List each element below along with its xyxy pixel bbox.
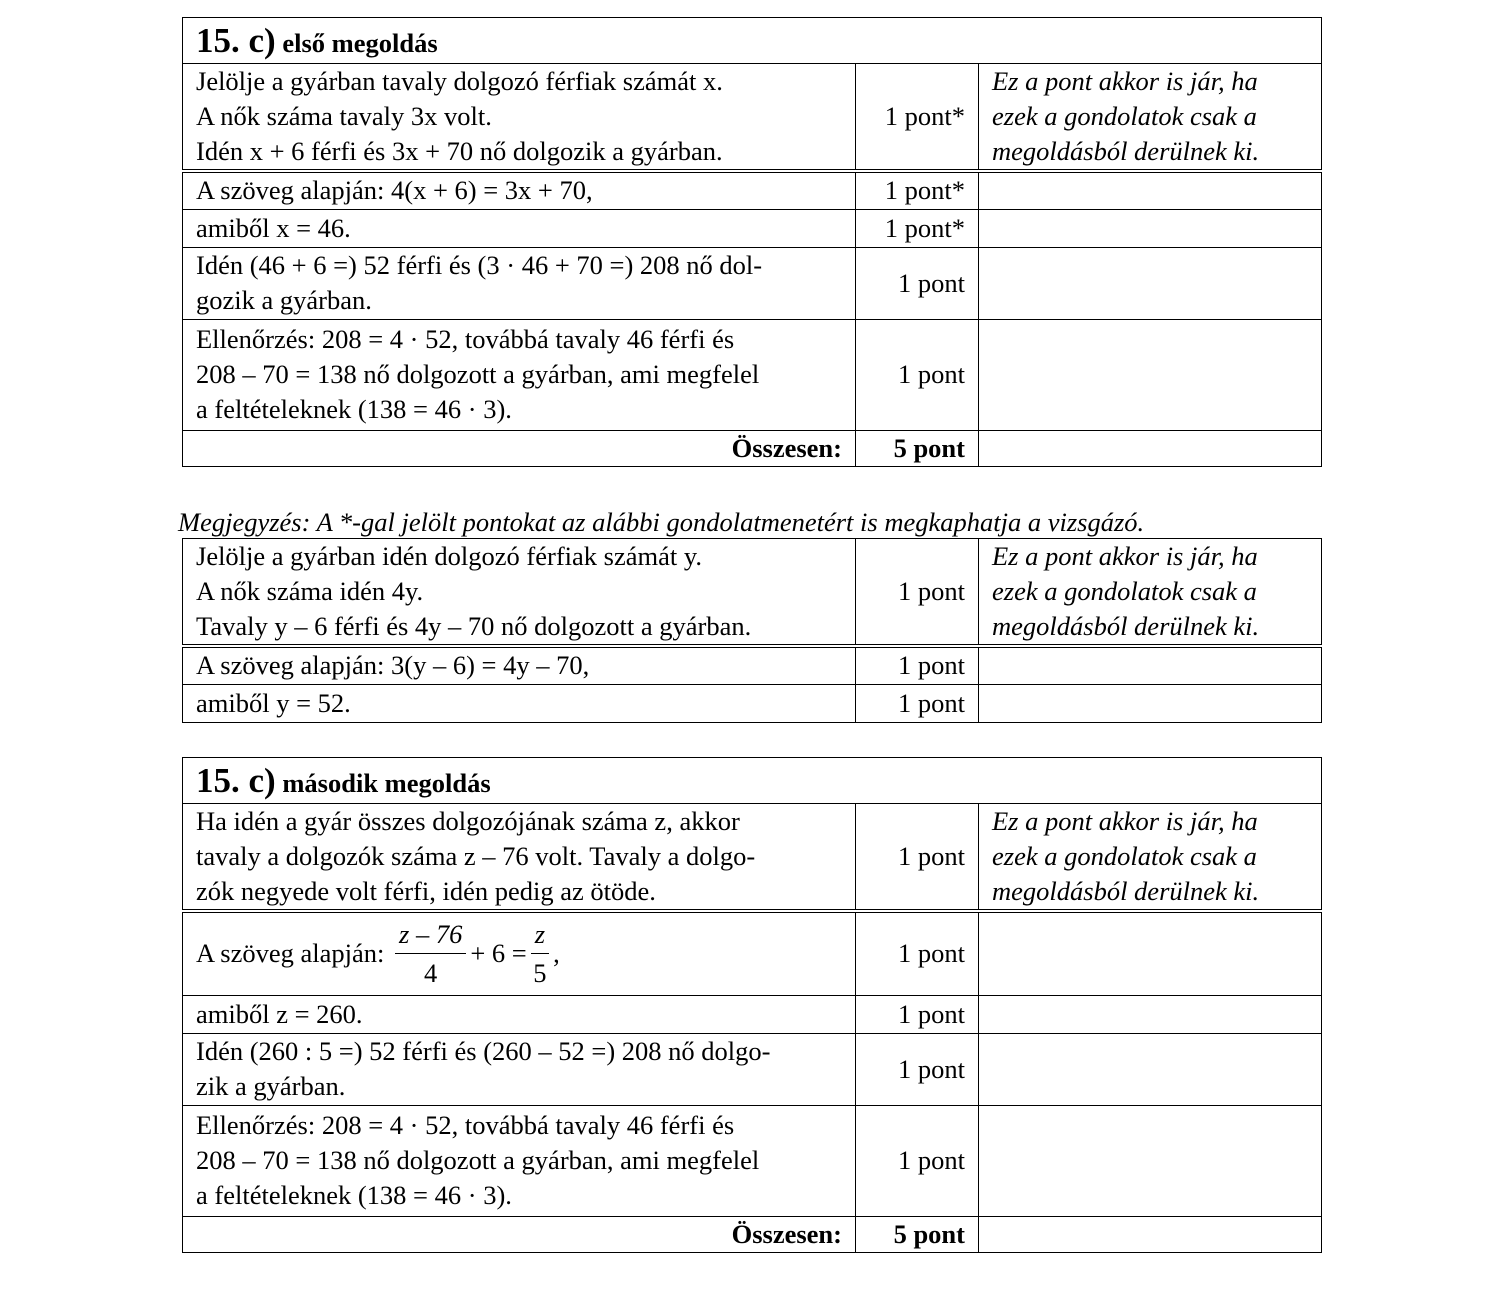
step-points: 1 pont* (856, 64, 979, 172)
step-points: 1 pont (856, 1105, 979, 1216)
total-row (183, 1216, 1322, 1252)
table-heading (183, 18, 1322, 64)
step-points: 1 pont* (856, 209, 979, 247)
total-label: Összesen: (183, 1216, 856, 1252)
total-label: Összesen: (183, 430, 856, 466)
table-row (183, 995, 1322, 1033)
problem-number: 15. c) (196, 20, 276, 60)
step-text: amiből z = 260. (183, 995, 856, 1033)
table-row (183, 171, 1322, 209)
table-row (183, 684, 1322, 722)
remark: Megjegyzés: A *-gal jelölt pontokat az alábbi gondolatmenetért is megkaphatja a vizsgázó. (178, 507, 1145, 537)
solution-title: második megoldás (282, 767, 491, 798)
table-heading (183, 758, 1322, 804)
step-text: amiből y = 52. (183, 684, 856, 722)
step-points: 1 pont (856, 1033, 979, 1105)
total-row (183, 430, 1322, 466)
step-text: Jelölje a gyárban tavaly dolgozó férfiak számát x. A nők száma tavaly 3x volt. Idén x + 6 férfi és 3x + 70 nő dolgozik a gyárban. (183, 64, 856, 172)
table-row (183, 646, 1322, 684)
step-points: 1 pont (856, 319, 979, 430)
step-text: Idén (260 : 5 =) 52 férfi és (260 – 52 =) 208 nő dolgo- zik a gyárban. (183, 1033, 856, 1105)
fraction: $\frac{z - 76}{4}$ (395, 915, 466, 992)
step-note (979, 684, 1322, 722)
step-points: 1 pont (856, 646, 979, 684)
step-text: Ellenőrzés: 208 = 4 · 52, továbbá tavaly 46 férfi és 208 – 70 = 138 nő dolgozott a gyárban, ami megfelel a feltételeknek (138 = 46 · 3). (183, 319, 856, 430)
table-row (183, 209, 1322, 247)
step-note: Ez a pont akkor is jár, ha ezek a gondolatok csak a megoldásból derülnek ki. (979, 64, 1322, 172)
step-note (979, 209, 1322, 247)
step-note: Ez a pont akkor is jár, ha ezek a gondolatok csak a megoldásból derülnek ki. (979, 804, 1322, 912)
step-text (183, 911, 856, 995)
step-text: A szöveg alapján: 3(y – 6) = 4y – 70, (183, 646, 856, 684)
table-row (183, 64, 1322, 172)
step-points: 1 pont (856, 995, 979, 1033)
step-note (979, 646, 1322, 684)
step-text: Idén (46 + 6 =) 52 férfi és (3 · 46 + 70 =) 208 nő dol- gozik a gyárban. (183, 247, 856, 319)
total-note (979, 430, 1322, 466)
solution-title: első megoldás (282, 27, 438, 58)
step-points: 1 pont (856, 539, 979, 647)
total-points: 5 pont (856, 430, 979, 466)
table-row (183, 539, 1322, 647)
step-text: Jelölje a gyárban idén dolgozó férfiak számát y. A nők száma idén 4y. Tavaly y – 6 férfi és 4y – 70 nő dolgozott a gyárban. (183, 539, 856, 647)
step-text: Ellenőrzés: 208 = 4 · 52, továbbá tavaly 46 férfi és 208 – 70 = 138 nő dolgozott a gyárban, ami megfelel a feltételeknek (138 = 46 · 3). (183, 1105, 856, 1216)
table-row (183, 319, 1322, 430)
solution-table-alternative (182, 538, 1322, 723)
table-header-row (183, 18, 1322, 64)
solution-table-first (182, 17, 1322, 467)
step-note (979, 995, 1322, 1033)
table-header-row (183, 758, 1322, 804)
fraction: $\frac{z}{5}$ (531, 915, 549, 992)
table-row (183, 1033, 1322, 1105)
equation: A szöveg alapján: $\frac{z - 76}{4}$ + 6 = $\frac{z}{5}$ , (196, 915, 560, 992)
step-note (979, 247, 1322, 319)
step-points: 1 pont (856, 804, 979, 912)
step-points: 1 pont* (856, 171, 979, 209)
step-note (979, 171, 1322, 209)
step-points: 1 pont (856, 911, 979, 995)
step-points: 1 pont (856, 684, 979, 722)
step-text: amiből x = 46. (183, 209, 856, 247)
problem-number: 15. c) (196, 760, 276, 800)
table-row (183, 911, 1322, 995)
step-points: 1 pont (856, 247, 979, 319)
total-note (979, 1216, 1322, 1252)
table-row (183, 804, 1322, 912)
table-row (183, 247, 1322, 319)
total-points: 5 pont (856, 1216, 979, 1252)
step-note (979, 911, 1322, 995)
step-text: Ha idén a gyár összes dolgozójának száma z, akkor tavaly a dolgozók száma z – 76 volt. Tavaly a dolgo- zók negyede volt férfi, idén pedig az ötöde. (183, 804, 856, 912)
table-row (183, 1105, 1322, 1216)
solution-table-second (182, 757, 1322, 1253)
step-note (979, 1033, 1322, 1105)
step-note: Ez a pont akkor is jár, ha ezek a gondolatok csak a megoldásból derülnek ki. (979, 539, 1322, 647)
step-note (979, 1105, 1322, 1216)
step-note (979, 319, 1322, 430)
step-text: A szöveg alapján: 4(x + 6) = 3x + 70, (183, 171, 856, 209)
